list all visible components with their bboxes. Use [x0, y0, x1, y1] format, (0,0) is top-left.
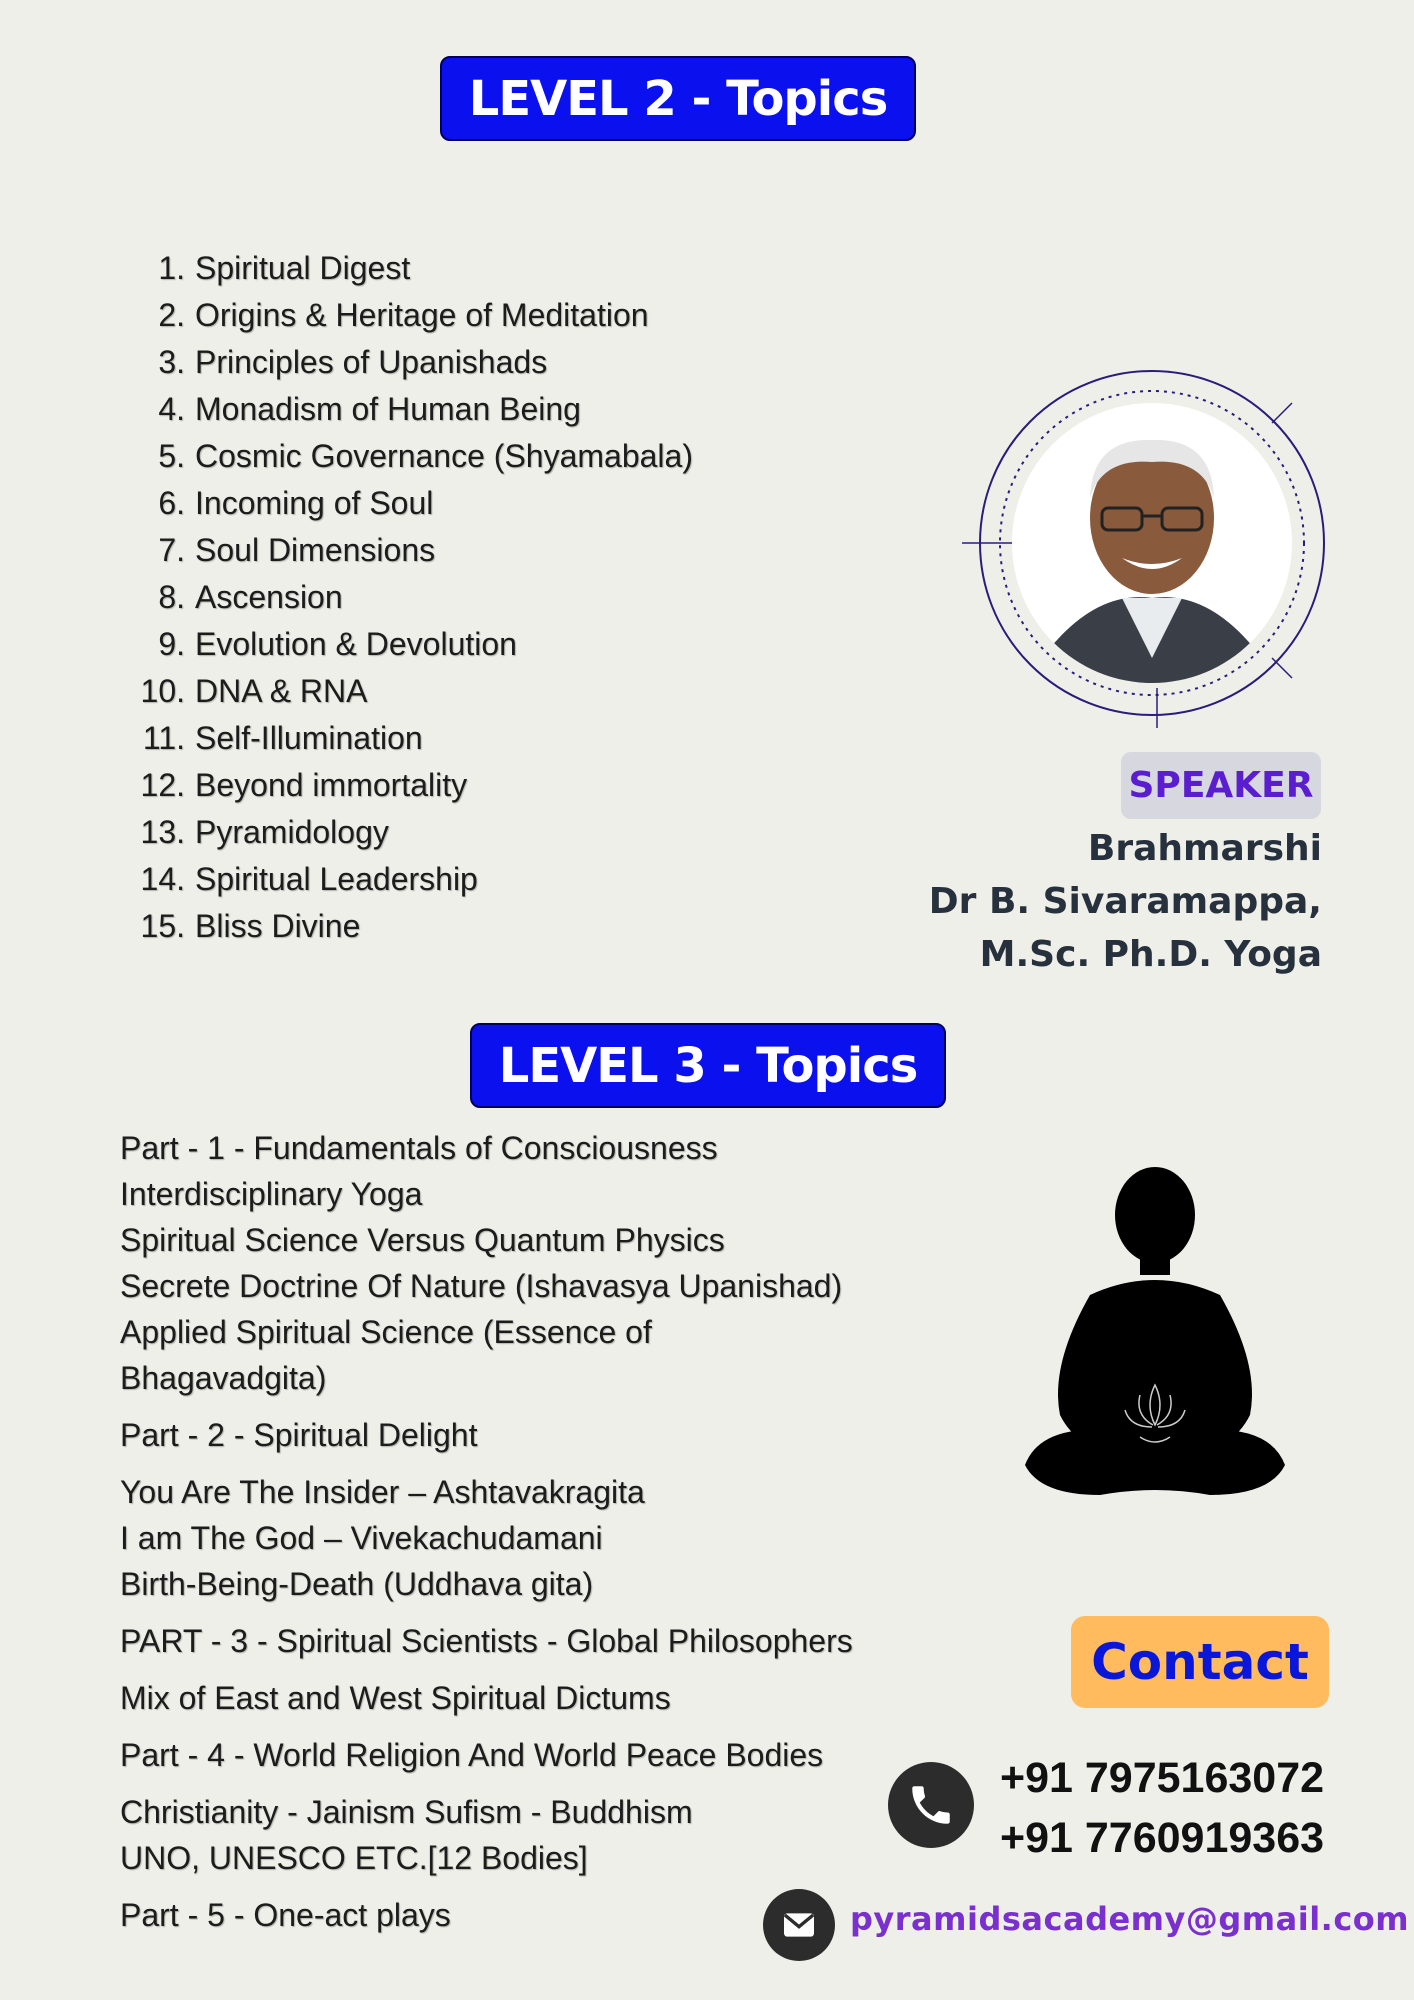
speaker-badge-text: SPEAKER	[1128, 765, 1314, 806]
topic-group	[120, 1618, 900, 1664]
topic-text: Cosmic Governance (Shyamabala)	[195, 438, 693, 474]
topic-group	[120, 1675, 900, 1721]
topic-group	[120, 1469, 900, 1607]
topic-line: Part - 2 - Spiritual Delight	[120, 1417, 478, 1453]
list-item	[125, 715, 693, 762]
topic-text: Spiritual Digest	[195, 250, 411, 286]
topic-line: Birth-Being-Death (Uddhava gita)	[120, 1566, 594, 1602]
topic-line: Interdisciplinary Yoga	[120, 1176, 423, 1212]
list-item	[125, 480, 693, 527]
list-item	[125, 574, 693, 621]
phone-number[interactable]: +91 7760919363	[1000, 1814, 1325, 1862]
list-item	[125, 245, 693, 292]
phone-number[interactable]: +91 7975163072	[1000, 1754, 1325, 1802]
topic-line: I am The God – Vivekachudamani	[120, 1520, 603, 1556]
topic-line: Part - 1 - Fundamentals of Consciousness	[120, 1130, 718, 1166]
topic-number: 3.	[158, 344, 185, 380]
speaker-name-line: M.Sc. Ph.D. Yoga	[979, 934, 1322, 975]
topic-group	[120, 1732, 900, 1778]
topic-line: Part - 4 - World Religion And World Peace Bodies	[120, 1737, 824, 1773]
topic-line: Spiritual Science Versus Quantum Physics	[120, 1222, 725, 1258]
topic-text: Ascension	[195, 579, 343, 615]
speaker-name-line: Brahmarshi	[1087, 828, 1322, 869]
topic-number: 11.	[142, 720, 185, 756]
speaker-portrait-graphic	[962, 358, 1332, 728]
mail-icon	[763, 1889, 835, 1961]
topic-number: 12.	[140, 767, 185, 803]
topic-number: 10.	[140, 673, 185, 709]
topic-text: Self-Illumination	[195, 720, 423, 756]
topic-number: 7.	[158, 532, 185, 568]
topic-number: 4.	[158, 391, 185, 427]
topic-number: 9.	[158, 626, 185, 662]
list-item	[125, 856, 693, 903]
email-link[interactable]: pyramidsacademy@gmail.com	[850, 1900, 1410, 1938]
topic-text: Bliss Divine	[195, 908, 361, 944]
topic-line: UNO, UNESCO ETC.[12 Bodies]	[120, 1840, 588, 1876]
list-item	[125, 668, 693, 715]
speaker-name-line: Dr B. Sivaramappa,	[928, 881, 1322, 922]
topic-number: 15.	[140, 908, 185, 944]
topic-group	[120, 1125, 900, 1401]
topic-text: Soul Dimensions	[195, 532, 436, 568]
phone-numbers	[1000, 1748, 1324, 1868]
topic-line: PART - 3 - Spiritual Scientists - Global Philosophers	[120, 1623, 853, 1659]
topic-number: 1.	[158, 250, 185, 286]
topic-number: 8.	[158, 579, 185, 615]
list-item	[125, 386, 693, 433]
level-3-heading	[470, 1023, 946, 1108]
speaker-badge	[1121, 752, 1321, 819]
topic-line: Bhagavadgita)	[120, 1360, 327, 1396]
topic-line: Secrete Doctrine Of Nature (Ishavasya Upanishad)	[120, 1268, 843, 1304]
topic-text: Origins & Heritage of Meditation	[195, 297, 649, 333]
topic-text: Pyramidology	[195, 814, 389, 850]
topic-line: Applied Spiritual Science (Essence of	[120, 1314, 652, 1350]
topic-text: Incoming of Soul	[195, 485, 434, 521]
level-2-heading	[440, 56, 916, 141]
topic-number: 14.	[140, 861, 185, 897]
list-item	[125, 621, 693, 668]
level-3-topic-list	[120, 1125, 900, 1949]
topic-text: Spiritual Leadership	[195, 861, 478, 897]
topic-text: Evolution & Devolution	[195, 626, 517, 662]
list-item	[125, 433, 693, 480]
topic-number: 5.	[158, 438, 185, 474]
topic-number: 6.	[158, 485, 185, 521]
level-3-heading-text: LEVEL 3 - Topics	[498, 1037, 918, 1094]
list-item	[125, 527, 693, 574]
speaker-name	[802, 822, 1322, 981]
topic-text: Beyond immortality	[195, 767, 468, 803]
list-item	[125, 762, 693, 809]
phone-icon	[888, 1762, 974, 1848]
meditating-silhouette-icon	[1020, 1165, 1290, 1520]
topic-line: Christianity - Jainism Sufism - Buddhism	[120, 1794, 693, 1830]
topic-line: Part - 5 - One-act plays	[120, 1897, 451, 1933]
topic-text: Monadism of Human Being	[195, 391, 581, 427]
contact-button-label: Contact	[1091, 1633, 1309, 1691]
topic-group	[120, 1412, 900, 1458]
contact-button[interactable]	[1071, 1616, 1329, 1708]
topic-text: DNA & RNA	[195, 673, 368, 709]
list-item	[125, 292, 693, 339]
speaker-portrait	[962, 358, 1332, 728]
list-item	[125, 339, 693, 386]
list-item	[125, 809, 693, 856]
topic-text: Principles of Upanishads	[195, 344, 548, 380]
topic-number: 13.	[140, 814, 185, 850]
topic-line: You Are The Insider – Ashtavakragita	[120, 1474, 645, 1510]
topic-number: 2.	[158, 297, 185, 333]
topic-group	[120, 1789, 900, 1881]
level-2-topic-list	[125, 245, 693, 950]
level-2-heading-text: LEVEL 2 - Topics	[468, 70, 888, 127]
topic-line: Mix of East and West Spiritual Dictums	[120, 1680, 671, 1716]
list-item	[125, 903, 693, 950]
